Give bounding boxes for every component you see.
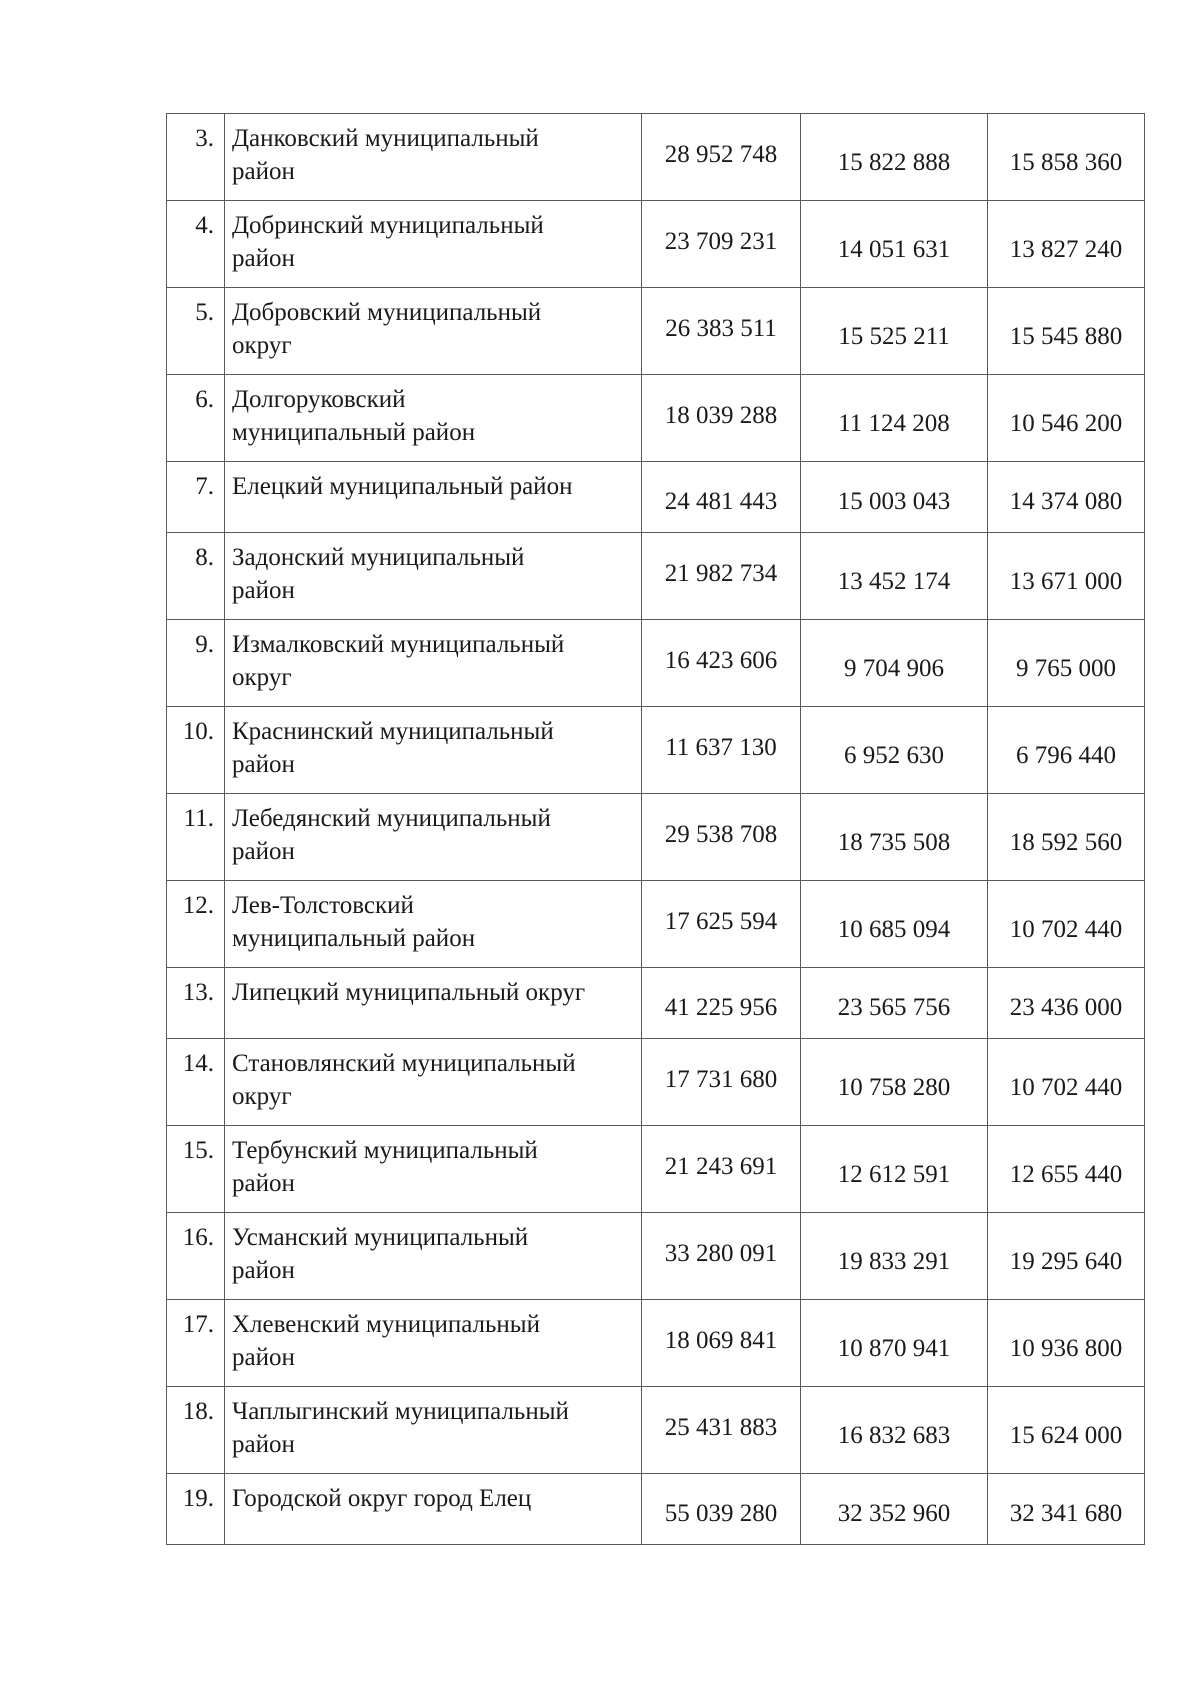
municipality-name bbox=[225, 1300, 642, 1387]
amount-column-1: 21 243 691 bbox=[642, 1126, 801, 1213]
municipality-name bbox=[225, 620, 642, 707]
municipality-name-line: Измалковский муниципальный bbox=[232, 631, 565, 658]
table-row bbox=[167, 794, 1145, 881]
amount-column-2: 13 452 174 bbox=[801, 533, 988, 620]
amount-column-3: 32 341 680 bbox=[988, 1474, 1145, 1545]
table-row bbox=[167, 707, 1145, 794]
row-number: 7. bbox=[167, 462, 225, 533]
municipality-name-line: Чаплыгинский муниципальный bbox=[232, 1398, 569, 1425]
amount-column-3: 9 765 000 bbox=[988, 620, 1145, 707]
table-row bbox=[167, 462, 1145, 533]
municipality-name-line: район bbox=[232, 577, 295, 604]
municipality-name bbox=[225, 1126, 642, 1213]
row-number: 6. bbox=[167, 375, 225, 462]
municipality-name bbox=[225, 375, 642, 462]
table-row bbox=[167, 201, 1145, 288]
row-number: 3. bbox=[167, 114, 225, 201]
amount-column-3: 6 796 440 bbox=[988, 707, 1145, 794]
municipality-name-line: район bbox=[232, 1344, 295, 1371]
amount-column-2: 10 758 280 bbox=[801, 1039, 988, 1126]
amount-column-1: 23 709 231 bbox=[642, 201, 801, 288]
amount-column-2: 11 124 208 bbox=[801, 375, 988, 462]
municipality-name-line: Лебедянский муниципальный bbox=[232, 805, 551, 832]
municipality-name-line: округ bbox=[232, 332, 292, 359]
municipality-name bbox=[225, 968, 642, 1039]
amount-column-2: 10 870 941 bbox=[801, 1300, 988, 1387]
municipality-name-line: Усманский муниципальный bbox=[232, 1224, 529, 1251]
row-number: 14. bbox=[167, 1039, 225, 1126]
amount-column-2: 15 003 043 bbox=[801, 462, 988, 533]
amount-column-3: 15 545 880 bbox=[988, 288, 1145, 375]
row-number: 10. bbox=[167, 707, 225, 794]
row-number: 16. bbox=[167, 1213, 225, 1300]
municipality-name bbox=[225, 1474, 642, 1545]
municipality-name bbox=[225, 707, 642, 794]
table-row bbox=[167, 288, 1145, 375]
row-number: 19. bbox=[167, 1474, 225, 1545]
amount-column-3: 23 436 000 bbox=[988, 968, 1145, 1039]
table-row bbox=[167, 1474, 1145, 1545]
amount-column-3: 15 624 000 bbox=[988, 1387, 1145, 1474]
municipality-name-line: Добринский муниципальный bbox=[232, 212, 544, 239]
row-number: 15. bbox=[167, 1126, 225, 1213]
table-body bbox=[167, 114, 1145, 1545]
amount-column-3: 10 702 440 bbox=[988, 1039, 1145, 1126]
amount-column-3: 19 295 640 bbox=[988, 1213, 1145, 1300]
row-number: 8. bbox=[167, 533, 225, 620]
table-row bbox=[167, 620, 1145, 707]
amount-column-2: 23 565 756 bbox=[801, 968, 988, 1039]
table-row bbox=[167, 533, 1145, 620]
municipality-name-line: Долгоруковский bbox=[232, 386, 406, 413]
table-row bbox=[167, 114, 1145, 201]
municipality-name bbox=[225, 201, 642, 288]
municipality-name-line: район bbox=[232, 1257, 295, 1284]
table-row bbox=[167, 881, 1145, 968]
amount-column-2: 9 704 906 bbox=[801, 620, 988, 707]
municipality-name-line: Городской округ город Елец bbox=[232, 1485, 532, 1512]
row-number: 5. bbox=[167, 288, 225, 375]
row-number: 17. bbox=[167, 1300, 225, 1387]
amount-column-1: 25 431 883 bbox=[642, 1387, 801, 1474]
table-row bbox=[167, 1126, 1145, 1213]
amount-column-2: 12 612 591 bbox=[801, 1126, 988, 1213]
table-row bbox=[167, 1300, 1145, 1387]
municipal-budget-table bbox=[166, 113, 1145, 1545]
table-row bbox=[167, 1039, 1145, 1126]
amount-column-3: 14 374 080 bbox=[988, 462, 1145, 533]
municipality-name bbox=[225, 881, 642, 968]
row-number: 12. bbox=[167, 881, 225, 968]
municipality-name-line: округ bbox=[232, 664, 292, 691]
table-row bbox=[167, 1213, 1145, 1300]
municipality-name bbox=[225, 533, 642, 620]
amount-column-1: 29 538 708 bbox=[642, 794, 801, 881]
amount-column-1: 24 481 443 bbox=[642, 462, 801, 533]
amount-column-2: 19 833 291 bbox=[801, 1213, 988, 1300]
municipality-name-line: Елецкий муниципальный район bbox=[232, 473, 573, 500]
municipality-name-line: Становлянский муниципальный bbox=[232, 1050, 576, 1077]
amount-column-1: 11 637 130 bbox=[642, 707, 801, 794]
municipality-name-line: муниципальный район bbox=[232, 925, 476, 952]
amount-column-2: 6 952 630 bbox=[801, 707, 988, 794]
row-number: 9. bbox=[167, 620, 225, 707]
row-number: 4. bbox=[167, 201, 225, 288]
amount-column-1: 18 039 288 bbox=[642, 375, 801, 462]
amount-column-3: 18 592 560 bbox=[988, 794, 1145, 881]
municipality-name bbox=[225, 794, 642, 881]
amount-column-3: 10 702 440 bbox=[988, 881, 1145, 968]
municipality-name-line: район bbox=[232, 1431, 295, 1458]
amount-column-2: 15 525 211 bbox=[801, 288, 988, 375]
municipality-name bbox=[225, 114, 642, 201]
municipality-name-line: муниципальный район bbox=[232, 419, 476, 446]
amount-column-3: 15 858 360 bbox=[988, 114, 1145, 201]
amount-column-1: 17 731 680 bbox=[642, 1039, 801, 1126]
municipality-name-line: Хлевенский муниципальный bbox=[232, 1311, 540, 1338]
municipality-name bbox=[225, 288, 642, 375]
amount-column-1: 21 982 734 bbox=[642, 533, 801, 620]
municipality-name-line: район bbox=[232, 1170, 295, 1197]
amount-column-2: 15 822 888 bbox=[801, 114, 988, 201]
municipality-name-line: округ bbox=[232, 1083, 292, 1110]
amount-column-3: 12 655 440 bbox=[988, 1126, 1145, 1213]
municipality-name-line: Задонский муниципальный bbox=[232, 544, 525, 571]
municipality-name-line: Тербунский муниципальный bbox=[232, 1137, 538, 1164]
amount-column-1: 28 952 748 bbox=[642, 114, 801, 201]
amount-column-3: 13 671 000 bbox=[988, 533, 1145, 620]
municipality-name-line: Добровский муниципальный bbox=[232, 299, 542, 326]
municipality-name-line: Данковский муниципальный bbox=[232, 125, 539, 152]
amount-column-3: 10 546 200 bbox=[988, 375, 1145, 462]
amount-column-3: 13 827 240 bbox=[988, 201, 1145, 288]
amount-column-2: 18 735 508 bbox=[801, 794, 988, 881]
municipality-name-line: Лев-Толстовский bbox=[232, 892, 414, 919]
municipality-name bbox=[225, 1039, 642, 1126]
row-number: 13. bbox=[167, 968, 225, 1039]
amount-column-2: 32 352 960 bbox=[801, 1474, 988, 1545]
amount-column-3: 10 936 800 bbox=[988, 1300, 1145, 1387]
municipality-name bbox=[225, 462, 642, 533]
table-row bbox=[167, 375, 1145, 462]
amount-column-1: 55 039 280 bbox=[642, 1474, 801, 1545]
amount-column-1: 26 383 511 bbox=[642, 288, 801, 375]
amount-column-2: 14 051 631 bbox=[801, 201, 988, 288]
municipality-name-line: район bbox=[232, 245, 295, 272]
amount-column-1: 41 225 956 bbox=[642, 968, 801, 1039]
table-row bbox=[167, 1387, 1145, 1474]
row-number: 18. bbox=[167, 1387, 225, 1474]
municipality-name-line: район bbox=[232, 158, 295, 185]
amount-column-1: 33 280 091 bbox=[642, 1213, 801, 1300]
municipality-name bbox=[225, 1387, 642, 1474]
table-row bbox=[167, 968, 1145, 1039]
amount-column-1: 16 423 606 bbox=[642, 620, 801, 707]
amount-column-1: 18 069 841 bbox=[642, 1300, 801, 1387]
amount-column-1: 17 625 594 bbox=[642, 881, 801, 968]
row-number: 11. bbox=[167, 794, 225, 881]
municipality-name-line: Липецкий муниципальный округ bbox=[232, 979, 586, 1006]
municipality-name-line: Краснинский муниципальный bbox=[232, 718, 554, 745]
amount-column-2: 10 685 094 bbox=[801, 881, 988, 968]
municipality-name bbox=[225, 1213, 642, 1300]
municipality-name-line: район bbox=[232, 751, 295, 778]
municipality-name-line: район bbox=[232, 838, 295, 865]
amount-column-2: 16 832 683 bbox=[801, 1387, 988, 1474]
